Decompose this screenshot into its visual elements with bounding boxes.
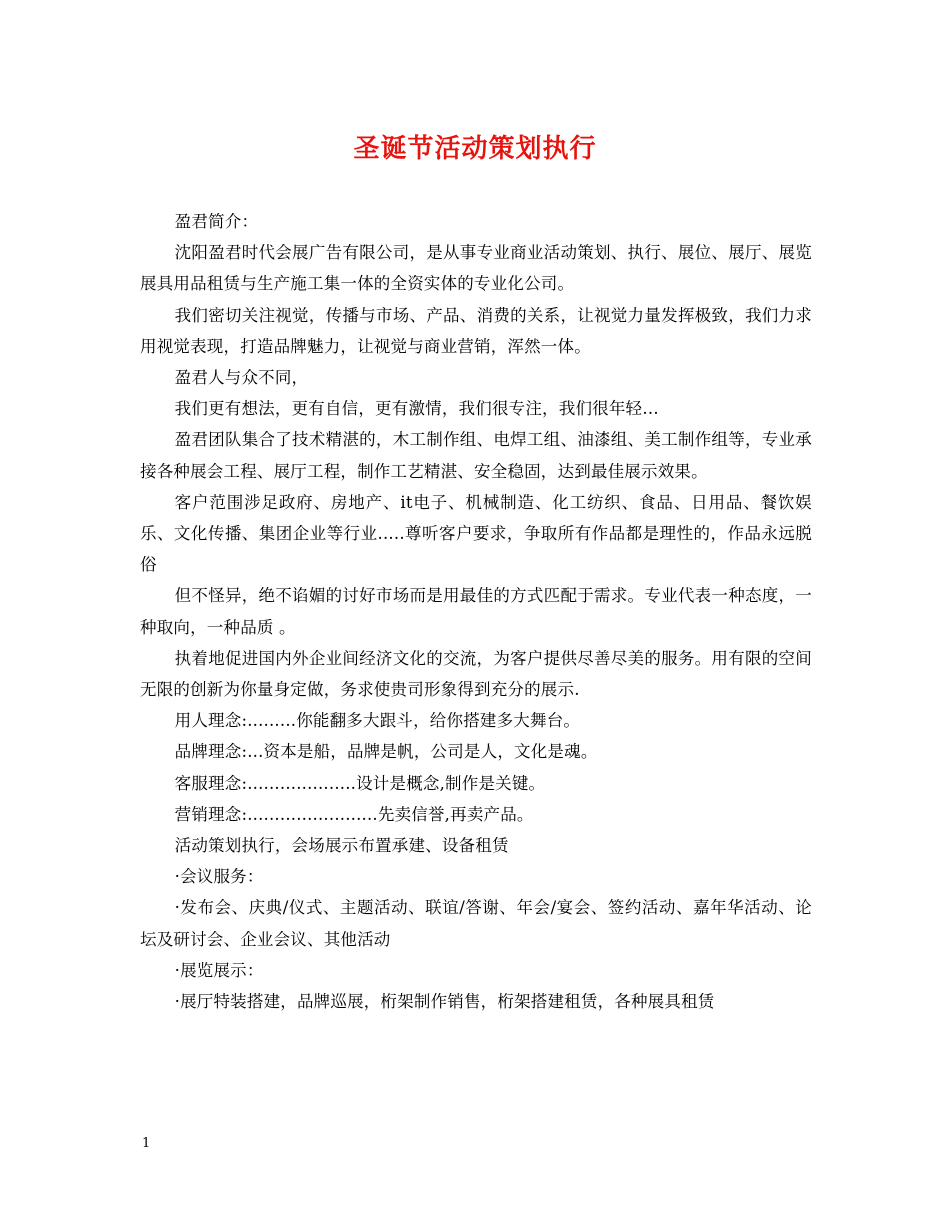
paragraph-exchange: 执着地促进国内外企业间经济文化的交流，为客户提供尽善尽美的服务。用有限的空间无限的创新为你量身定做，务求使贵司形象得到充分的展示. — [140, 648, 812, 700]
paragraph-visual-focus: 我们密切关注视觉，传播与市场、产品、消费的关系，让视觉力量发挥极致，我们力求用视觉表现，打造品牌魅力，让视觉与商业营销，浑然一体。 — [140, 305, 812, 356]
paragraph-marketing-concept: 营销理念:........................先卖信誉,再卖产品。 — [174, 804, 534, 824]
bullet-meeting-services: ·会议服务： — [174, 867, 264, 887]
paragraph-young-team: 我们更有想法，更有自信，更有激情，我们很专注，我们很年轻… — [174, 399, 659, 419]
paragraph-brand-concept: 品牌理念:...资本是船，品牌是帆，公司是人，文化是魂。 — [174, 742, 598, 762]
paragraph-different: 盈君人与众不同， — [174, 368, 309, 388]
bullet-exhibition: ·展览展示： — [174, 960, 264, 980]
paragraph-activity-planning: 活动策划执行，会场展示布置承建、设备租赁 — [174, 836, 509, 856]
paragraph-intro-heading: 盈君简介： — [174, 212, 259, 231]
paragraph-client-range: 客户范围涉足政府、房地产、it电子、机械制造、化工纺织、食品、日用品、餐饮娱乐、文化传播、集团企业等行业.....尊听客户要求，争取所有作品都是理性的，作品永远脱俗 — [140, 492, 812, 575]
paragraph-attitude: 但不怪异，绝不谄媚的讨好市场而是用最佳的方式匹配于需求。专业代表一种态度，一种取向，一种品质 。 — [140, 586, 812, 637]
paragraph-service-concept: 客服理念:....................设计是概念,制作是关键。 — [174, 773, 546, 793]
bullet-exhibition-types: ·展厅特装搭建，品牌巡展，桁架制作销售，桁架搭建租赁，各种展具租赁 — [174, 992, 715, 1012]
page-number: 1 — [142, 1136, 151, 1151]
bullet-meeting-types: ·发布会、庆典/仪式、主题活动、联谊/答谢、年会/宴会、签约活动、嘉年华活动、论坛及研讨会、企业会议、其他活动 — [140, 898, 812, 949]
document-body — [140, 206, 812, 1017]
document-title: 圣诞节活动策划执行 — [353, 134, 597, 164]
paragraph-hiring-concept: 用人理念:.........你能翻多大跟斗，给你搭建多大舞台。 — [174, 711, 581, 731]
paragraph-team-skills: 盈君团队集合了技术精湛的，木工制作组、电焊工组、油漆组、美工制作组等，专业承接各种展会工程、展厅工程，制作工艺精湛、安全稳固，达到最佳展示效果。 — [140, 430, 812, 481]
paragraph-company-description: 沈阳盈君时代会展广告有限公司，是从事专业商业活动策划、执行、展位、展厅、展览展具用品租赁与生产施工集一体的全资实体的专业化公司。 — [140, 243, 812, 294]
